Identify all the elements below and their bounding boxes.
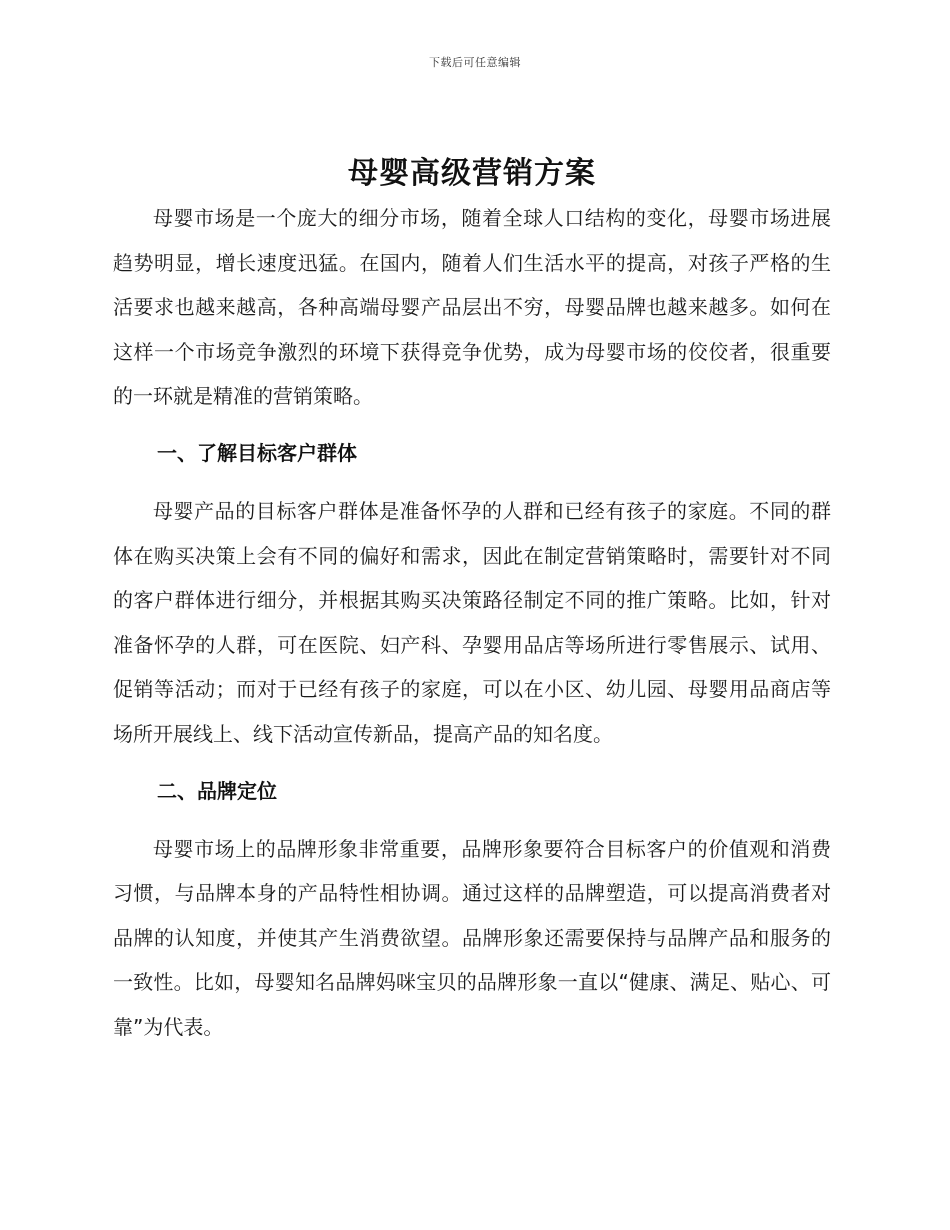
document-body: [113, 152, 831, 1050]
intro-paragraph: 母婴市场是一个庞大的细分市场，随着全球人口结构的变化，母婴市场进展趋势明显，增长速度迅猛。在国内，随着人们生活水平的提高，对孩子严格的生活要求也越来越高，各种高端母婴产品层出不穷，母婴品牌也越来越多。如何在这样一个市场竞争激烈的环境下获得竞争优势，成为母婴市场的佼佼者，很重要的一环就是精准的营销策略。: [113, 206, 831, 409]
section-body-target-customers: 母婴产品的目标客户群体是准备怀孕的人群和已经有孩子的家庭。不同的群体在购买决策上会有不同的偏好和需求，因此在制定营销策略时，需要针对不同的客户群体进行细分，并根据其购买决策路径制定不同的推广策略。比如，针对准备怀孕的人群，可在医院、妇产科、孕婴用品店等场所进行零售展示、试用、促销等活动；而对于已经有孩子的家庭，可以在小区、幼儿园、母婴用品商店等场所开展线上、线下活动宣传新品，提高产品的知名度。: [113, 498, 831, 746]
section-heading-target-customers: 一、了解目标客户群体: [157, 440, 357, 465]
section-body-brand-positioning: 母婴市场上的品牌形象非常重要，品牌形象要符合目标客户的价值观和消费习惯，与品牌本身的产品特性相协调。通过这样的品牌塑造，可以提高消费者对品牌的认知度，并使其产生消费欲望。品牌形象还需要保持与品牌产品和服务的一致性。比如，母婴知名品牌妈咪宝贝的品牌形象一直以“健康、满足、贴心、可靠”为代表。: [113, 836, 831, 1039]
section-heading-brand-positioning: 二、品牌定位: [157, 778, 277, 803]
page-header-note: 下载后可任意编辑: [429, 56, 521, 69]
document-title: 母婴高级营销方案: [348, 156, 596, 191]
